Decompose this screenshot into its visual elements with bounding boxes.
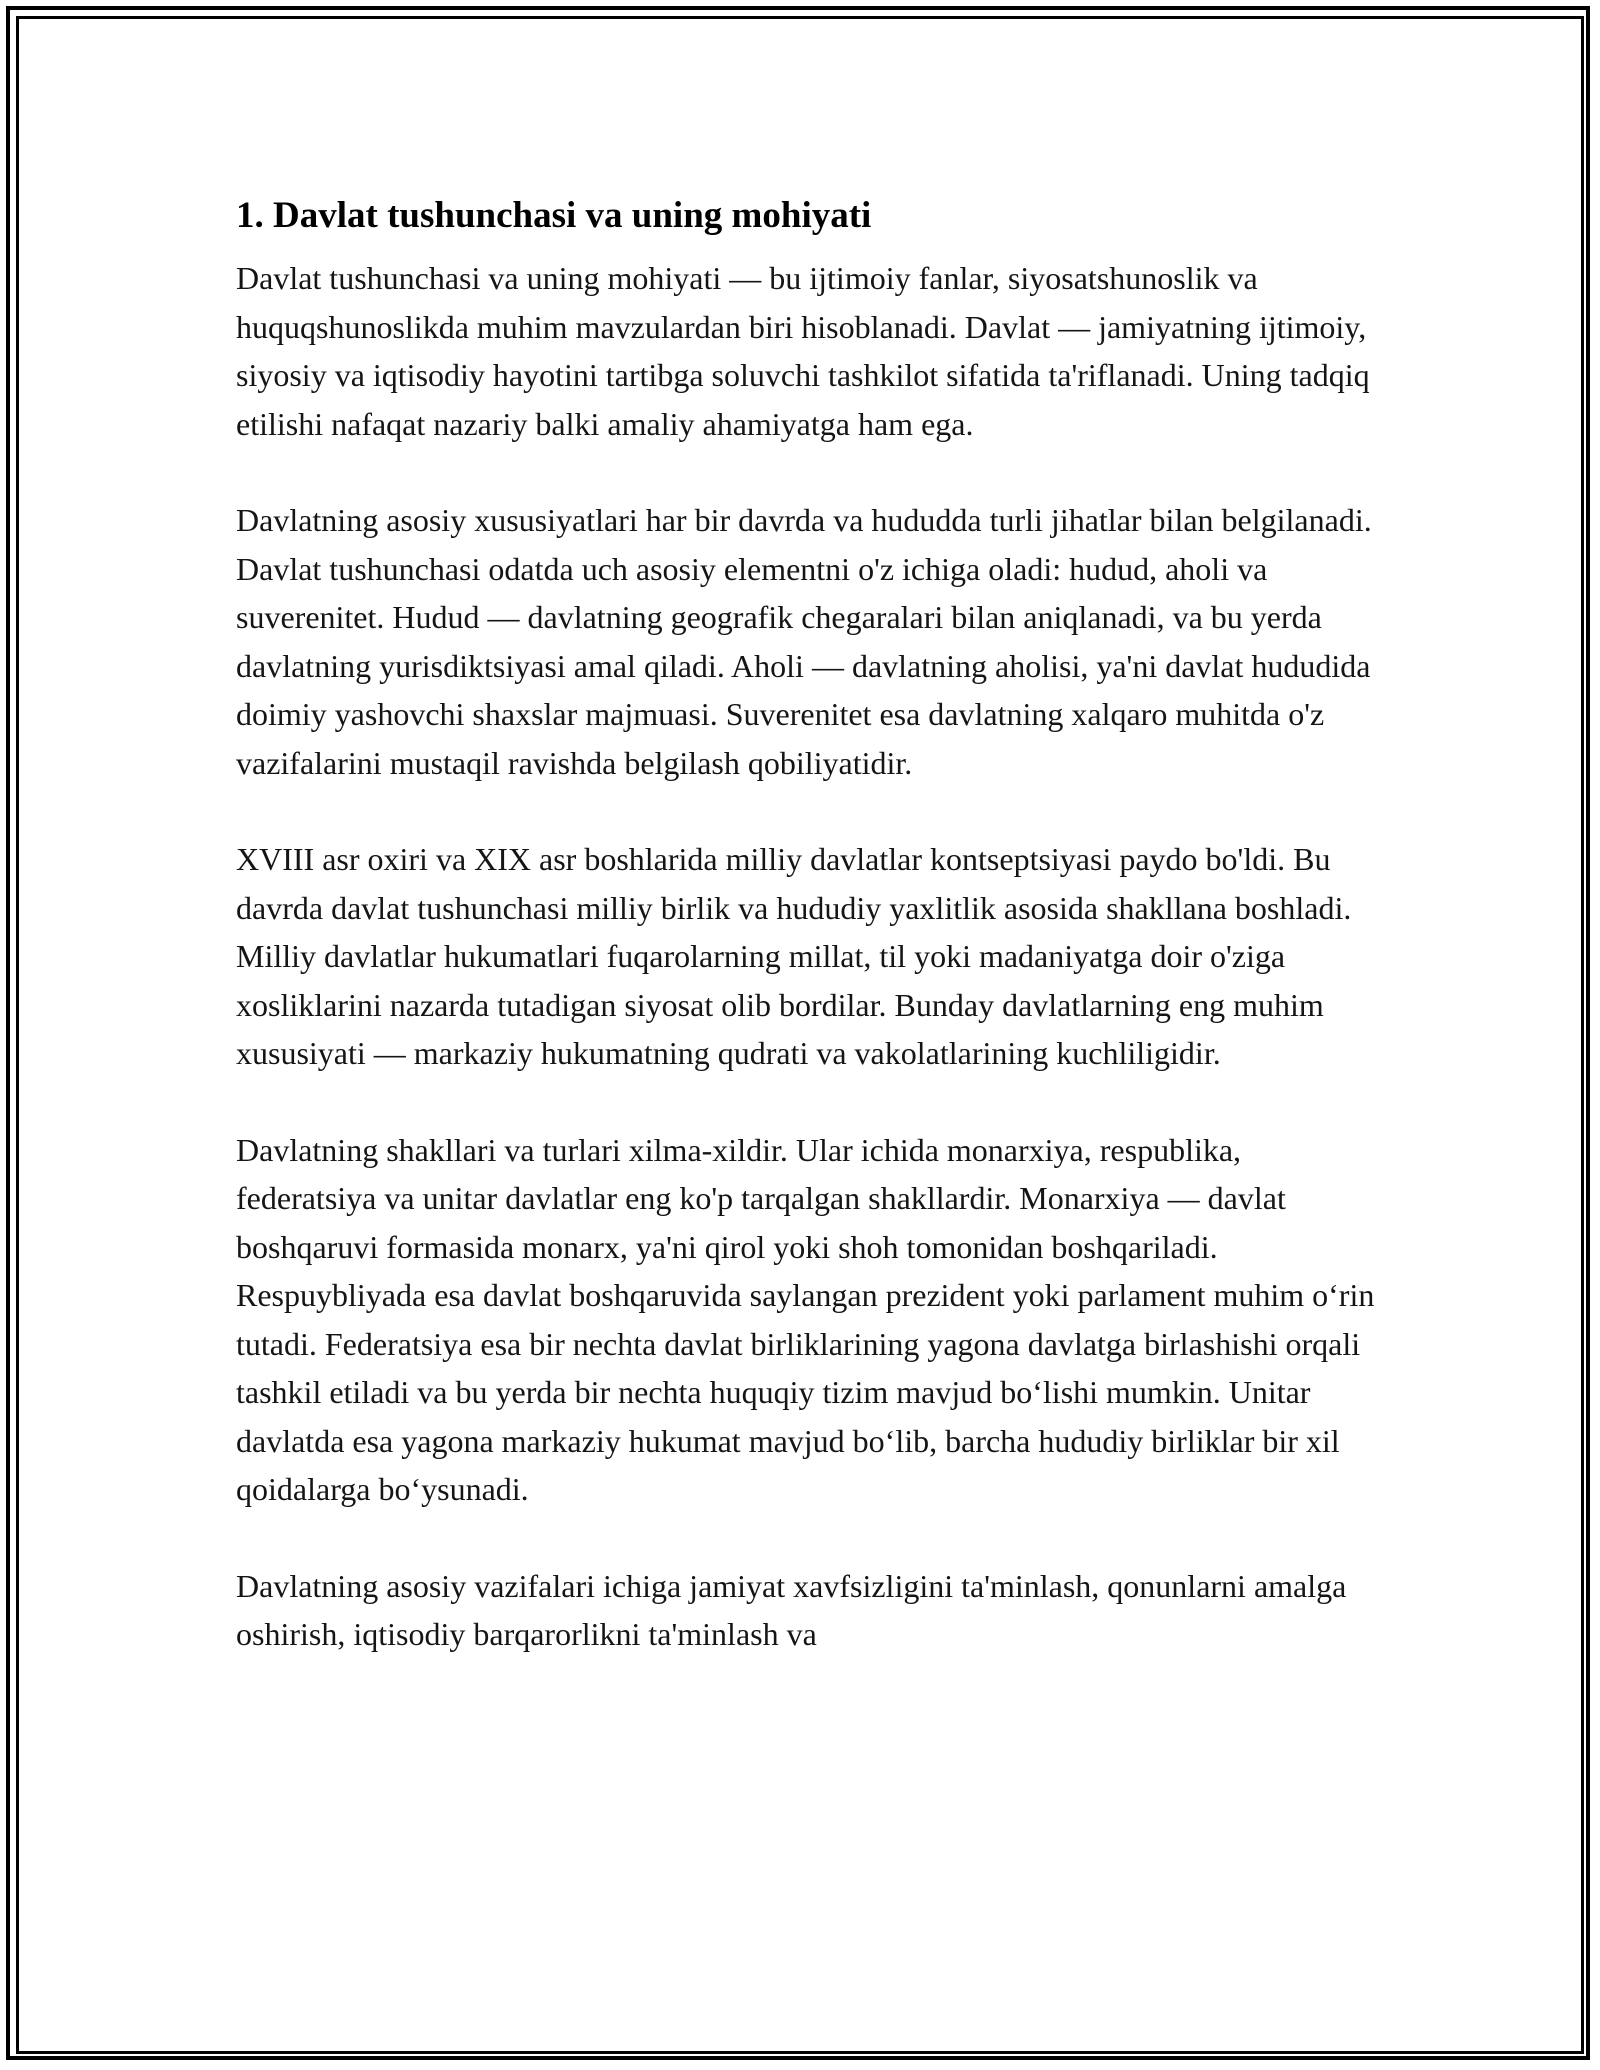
paragraph-3: XVIII asr oxiri va XIX asr boshlarida milliy davlatlar kontseptsiyasi paydo bo'ldi. Bu davrda davlat tushunchasi milliy birlik va hududiy yaxlitlik asosida shakllana boshladi. Milliy davlatlar hukumatlari fuqarolarning millat, til yoki madaniyatga doir o'ziga xosliklarini nazarda tutadigan siyosat olib bordilar. Bunday davlatlarning eng muhim xususiyati — markaziy hukumatning qudrati va vakolatlarining kuchliligidir.	[236, 841, 1352, 1071]
document-body	[236, 188, 1386, 1659]
section-heading: 1. Davlat tushunchasi va uning mohiyati	[236, 195, 872, 236]
paragraph-2: Davlatning asosiy xususiyatlari har bir davrda va hududda turli jihatlar bilan belgilanadi. Davlat tushunchasi odatda uch asosiy elementni o'z ichiga oladi: hudud, aholi va suverenitet. Hudud — davlatning geografik chegaralari bilan aniqlanadi, va bu yerda davlatning yurisdiktsiyasi amal qiladi. Aholi — davlatning aholisi, ya'ni davlat hududida doimiy yashovchi shaxslar majmuasi. Suverenitet esa davlatning xalqaro muhitda o'z vazifalarini mustaqil ravishda belgilash qobiliyatidir.	[236, 502, 1372, 781]
paragraph-4: Davlatning shakllari va turlari xilma-xildir. Ular ichida monarxiya, respublika, federatsiya va unitar davlatlar eng ko'p tarqalgan shakllardir. Monarxiya — davlat boshqaruvi formasida monarx, ya'ni qirol yoki shoh tomonidan boshqariladi. Respuybliyada esa davlat boshqaruvida saylangan prezident yoki parlament muhim o‘rin tutadi. Federatsiya esa bir nechta davlat birliklarining yagona davlatga birlashishi orqali tashkil etiladi va bu yerda bir nechta huquqiy tizim mavjud bo‘lishi mumkin. Unitar davlatda esa yagona markaziy hukumat mavjud bo‘lib, barcha hududiy birliklar bir xil qoidalarga bo‘ysunadi.	[236, 1131, 1375, 1507]
paragraph-5: Davlatning asosiy vazifalari ichiga jamiyat xavfsizligini ta'minlash, qonunlarni amalga oshirish, iqtisodiy barqarorlikni ta'minlash va	[236, 1567, 1347, 1652]
paragraph-1: Davlat tushunchasi va uning mohiyati — bu ijtimoiy fanlar, siyosatshunoslik va huquqshunoslikda muhim mavzulardan biri hisoblanadi. Davlat — jamiyatning ijtimoiy, siyosiy va iqtisodiy hayotini tartibga soluvchi tashkilot sifatida ta'riflanadi. Uning tadqiq etilishi nafaqat nazariy balki amaliy ahamiyatga ham ega.	[236, 260, 1370, 442]
